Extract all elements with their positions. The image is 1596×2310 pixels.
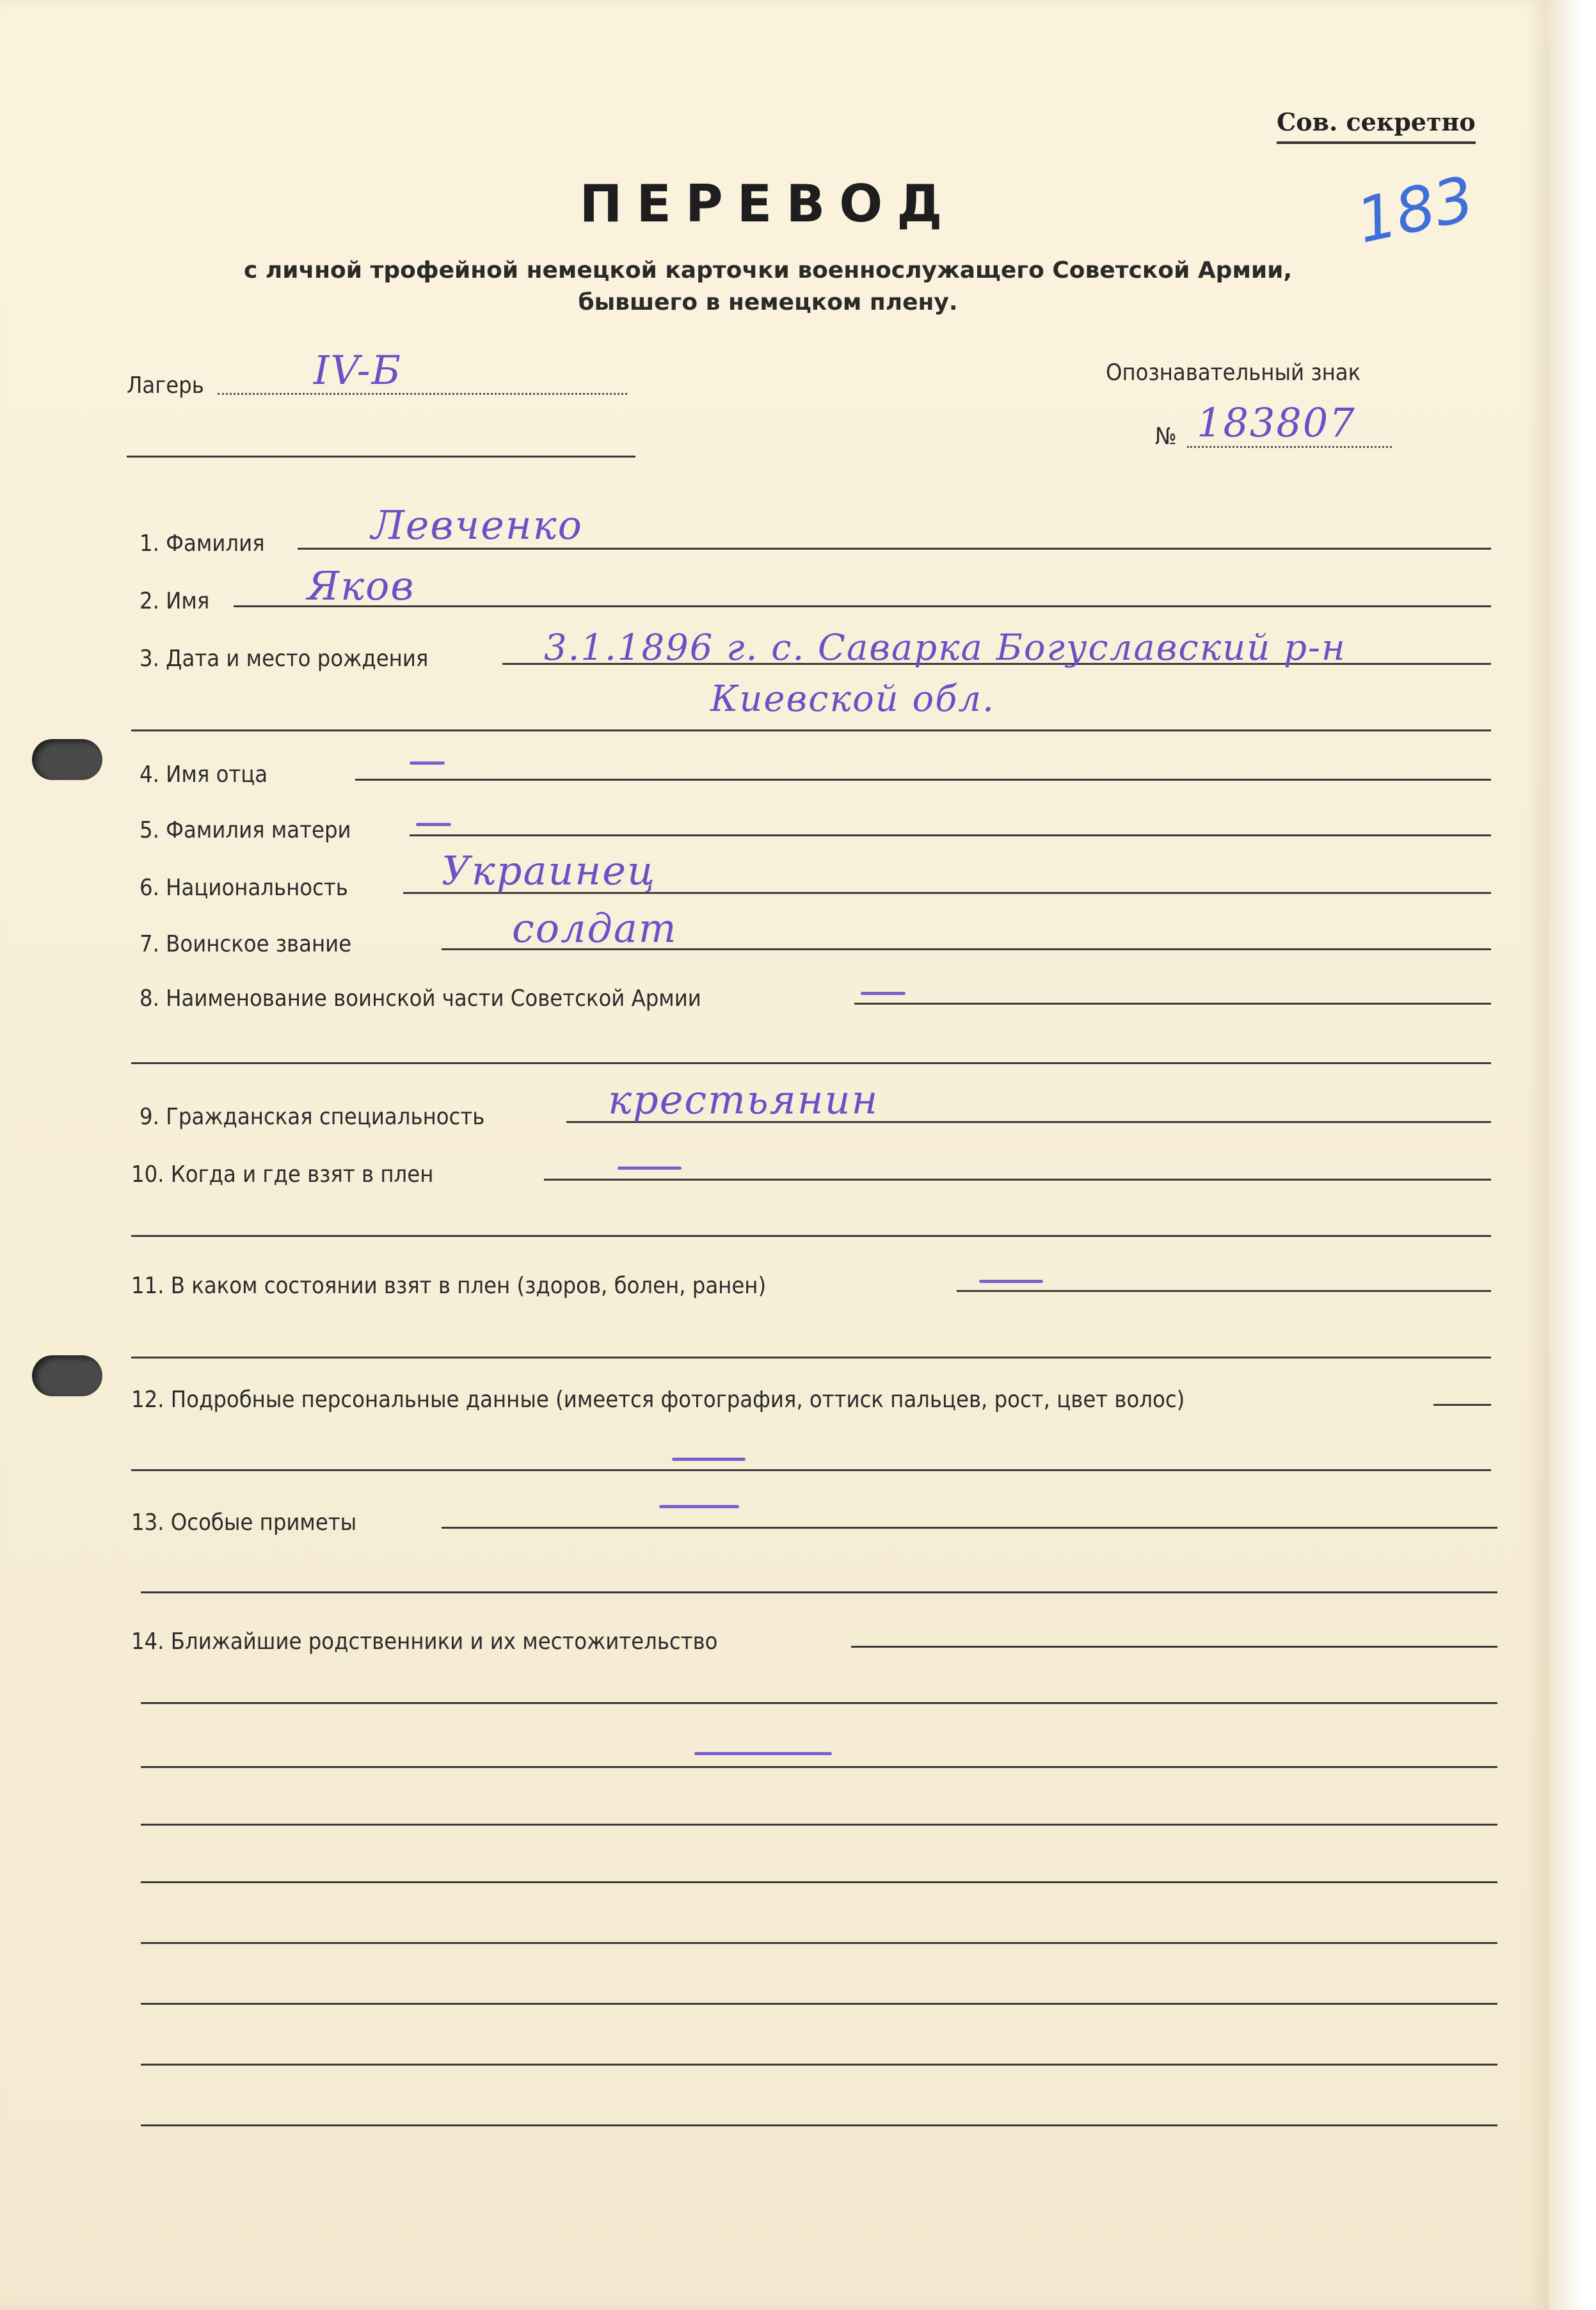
field-captured-line — [544, 1179, 1491, 1181]
field-profession-value: крестьянин — [608, 1076, 879, 1123]
camp-value: IV-Б — [314, 347, 403, 394]
field-relatives-line2 — [141, 1702, 1497, 1704]
field-marks-dash — [659, 1505, 739, 1508]
field-relatives-dash — [694, 1752, 832, 1755]
camp-label: Лагерь — [127, 372, 204, 399]
field-condition-label: 11. В каком состоянии взят в плен (здоров, болен, ранен) — [131, 1273, 767, 1299]
field-birth-value: 3.1.1896 г. с. Саварка Богуславский р-н — [544, 627, 1346, 669]
field-name-value: Яков — [307, 562, 415, 609]
document-subtitle-line1: с личной трофейной немецкой карточки военнослужащего Советской Армии, — [243, 257, 1293, 283]
id-tag-prefix: № — [1155, 424, 1177, 450]
field-mother-label: 5. Фамилия матери — [140, 817, 351, 843]
field-condition-dash — [979, 1280, 1043, 1283]
field-unit-line — [854, 1003, 1491, 1005]
field-relatives-label: 14. Ближайшие родственники и их местожительство — [131, 1629, 718, 1655]
camp-extra-line — [127, 456, 635, 458]
classification-mark: Сов. секретно — [1277, 108, 1476, 144]
field-captured-label: 10. Когда и где взят в плен — [131, 1161, 434, 1188]
field-birth-label: 3. Дата и место рождения — [140, 646, 429, 672]
field-nationality-label: 6. Национальность — [140, 875, 348, 901]
field-captured-dash — [618, 1167, 682, 1170]
punch-hole-top — [32, 739, 102, 780]
field-unit-line2 — [131, 1062, 1491, 1064]
field-mother-dash — [416, 823, 451, 826]
document-subtitle-line2: бывшего в немецком плену. — [578, 289, 958, 315]
field-unit-dash — [861, 992, 906, 995]
punch-hole-bottom — [32, 1355, 102, 1396]
field-nationality-value: Украинец — [442, 847, 657, 894]
field-personal-data-dash — [672, 1458, 746, 1461]
field-rank-label: 7. Воинское звание — [140, 931, 352, 957]
page-edge — [1549, 0, 1596, 2310]
field-personal-data-line2 — [131, 1469, 1491, 1471]
document-title: ПЕРЕВОД — [579, 174, 957, 234]
field-relatives-line8 — [141, 2064, 1497, 2066]
field-surname-value: Левченко — [371, 502, 583, 548]
field-relatives-line4 — [141, 1824, 1497, 1826]
field-name-line — [234, 605, 1491, 607]
field-unit-label: 8. Наименование воинской части Советской Армии — [140, 985, 701, 1012]
field-captured-line2 — [131, 1235, 1491, 1237]
field-condition-line2 — [131, 1357, 1491, 1358]
field-relatives-line5 — [141, 1881, 1497, 1883]
field-relatives-line6 — [141, 1942, 1497, 1944]
field-mother-line — [410, 834, 1491, 836]
field-marks-line2 — [141, 1591, 1497, 1593]
field-relatives-line9 — [141, 2124, 1497, 2126]
id-tag-number: 183807 — [1197, 399, 1356, 446]
archive-number: 183 — [1350, 163, 1480, 257]
field-condition-line — [957, 1290, 1491, 1292]
field-surname-label: 1. Фамилия — [140, 530, 265, 557]
field-birth-line2 — [131, 729, 1491, 731]
field-name-label: 2. Имя — [140, 588, 210, 614]
camp-line — [218, 393, 627, 395]
field-profession-label: 9. Гражданская специальность — [140, 1104, 485, 1130]
field-birth-value2: Киевской обл. — [710, 678, 995, 720]
field-father-line — [355, 779, 1491, 781]
field-relatives-line3 — [141, 1766, 1497, 1768]
field-marks-line — [442, 1527, 1497, 1529]
field-marks-label: 13. Особые приметы — [131, 1509, 357, 1536]
field-personal-data-line — [1433, 1404, 1491, 1406]
field-father-label: 4. Имя отца — [140, 761, 268, 788]
id-tag-line — [1187, 446, 1392, 448]
field-rank-value: солдат — [512, 905, 678, 952]
field-relatives-line7 — [141, 2003, 1497, 2005]
field-father-dash — [410, 761, 445, 765]
field-personal-data-label: 12. Подробные персональные данные (имеется фотография, оттиск пальцев, рост, цвет волос) — [131, 1387, 1185, 1413]
id-tag-label: Опознавательный знак — [1106, 360, 1361, 386]
field-relatives-line — [851, 1646, 1497, 1648]
